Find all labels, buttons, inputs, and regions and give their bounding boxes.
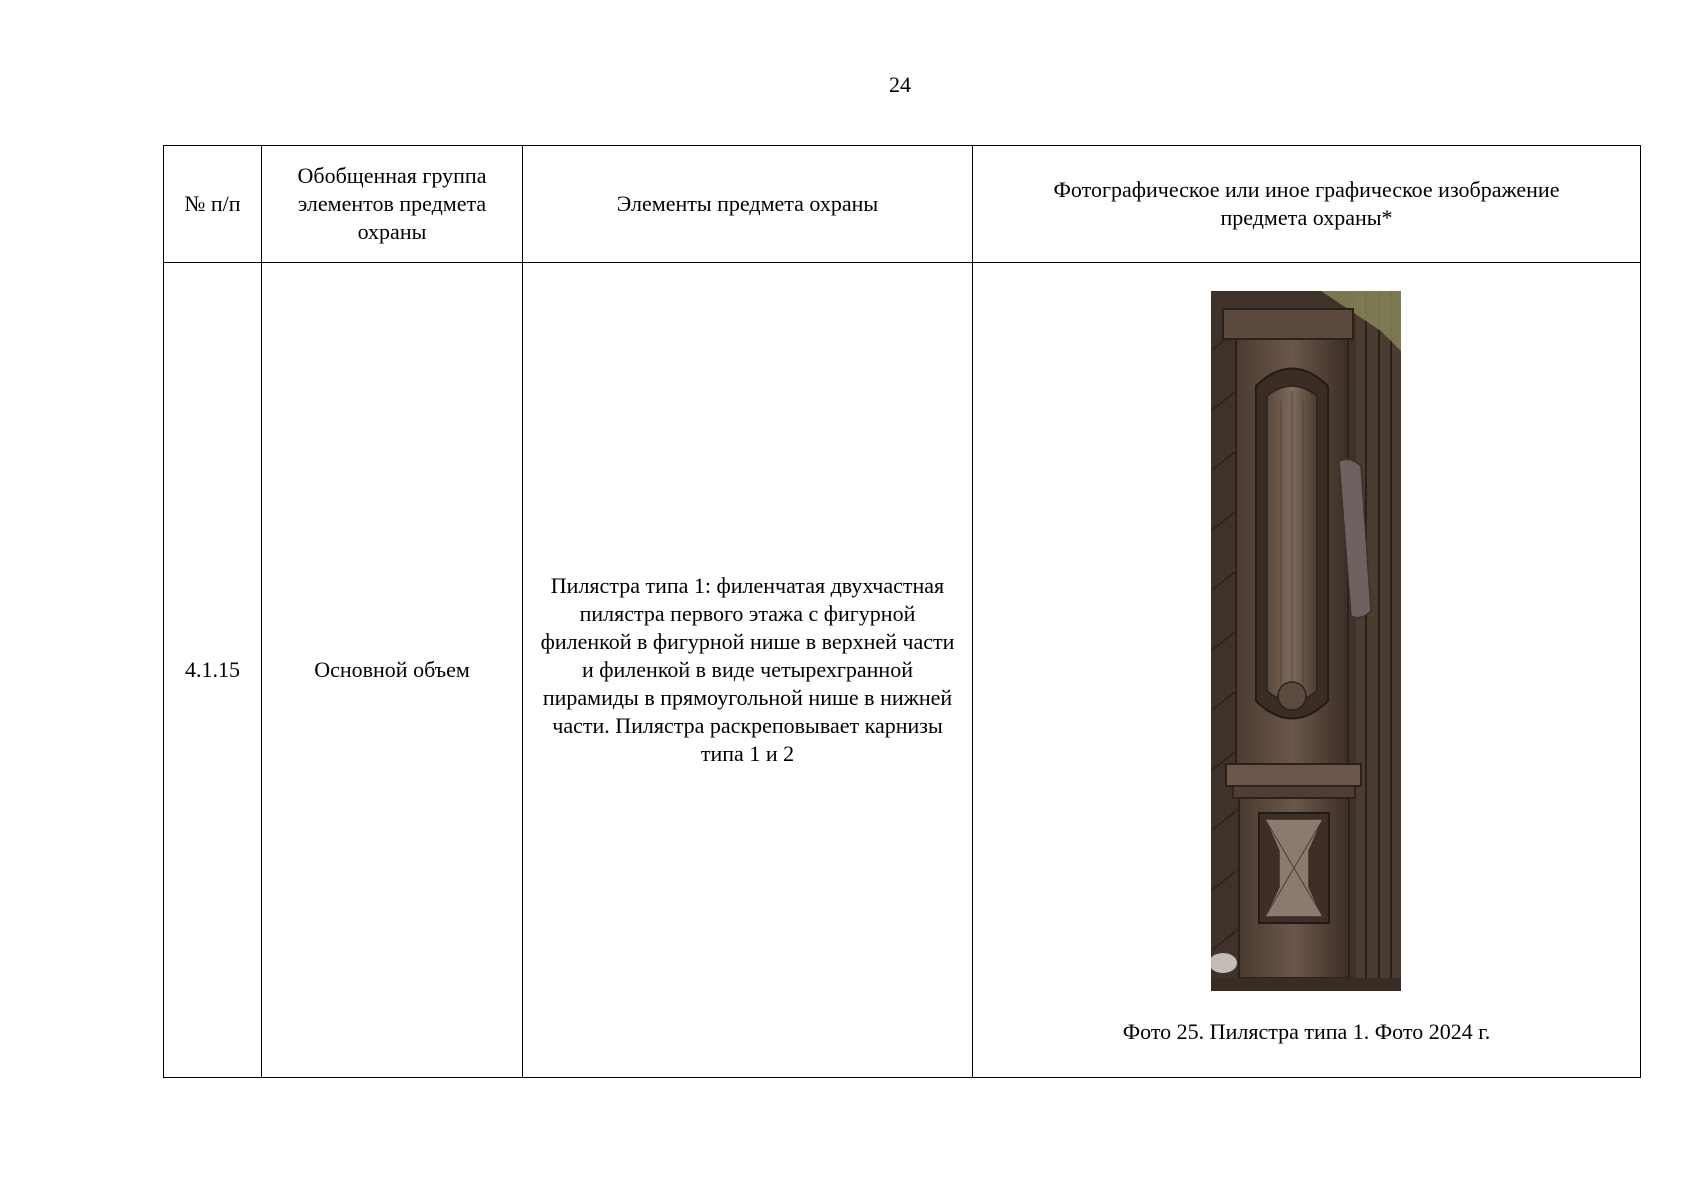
row-num: 4.1.15 xyxy=(164,263,262,1078)
table-header-row xyxy=(164,146,1641,263)
pilaster-photo xyxy=(1211,291,1401,991)
header-group: Обобщенная группа элементов предмета охраны xyxy=(262,146,523,263)
page-number: 24 xyxy=(889,72,911,97)
header-elements: Элементы предмета охраны xyxy=(523,146,973,263)
protection-subject-table xyxy=(163,145,1641,1078)
pilaster-photo-image xyxy=(1211,291,1401,991)
row-group: Основной объем xyxy=(262,263,523,1078)
row-elements xyxy=(523,263,973,1078)
header-image: Фотографическое или иное графическое изображение предмета охраны* xyxy=(973,146,1641,263)
header-num: № п/п xyxy=(164,146,262,263)
table-row xyxy=(164,263,1641,1078)
row-elements-text: Пилястра типа 1: филенчатая двухчастная пилястра первого этажа с фигурной филенкой в фигурной нише в верхней части и филенкой в виде четырехгранной пирамиды в прямоугольной нише в нижней части. Пилястра раскреповывает карнизы типа 1 и 2 xyxy=(540,573,955,766)
row-photo-cell xyxy=(973,263,1641,1078)
photo-caption: Фото 25. Пилястра типа 1. Фото 2024 г. xyxy=(1122,1019,1491,1044)
